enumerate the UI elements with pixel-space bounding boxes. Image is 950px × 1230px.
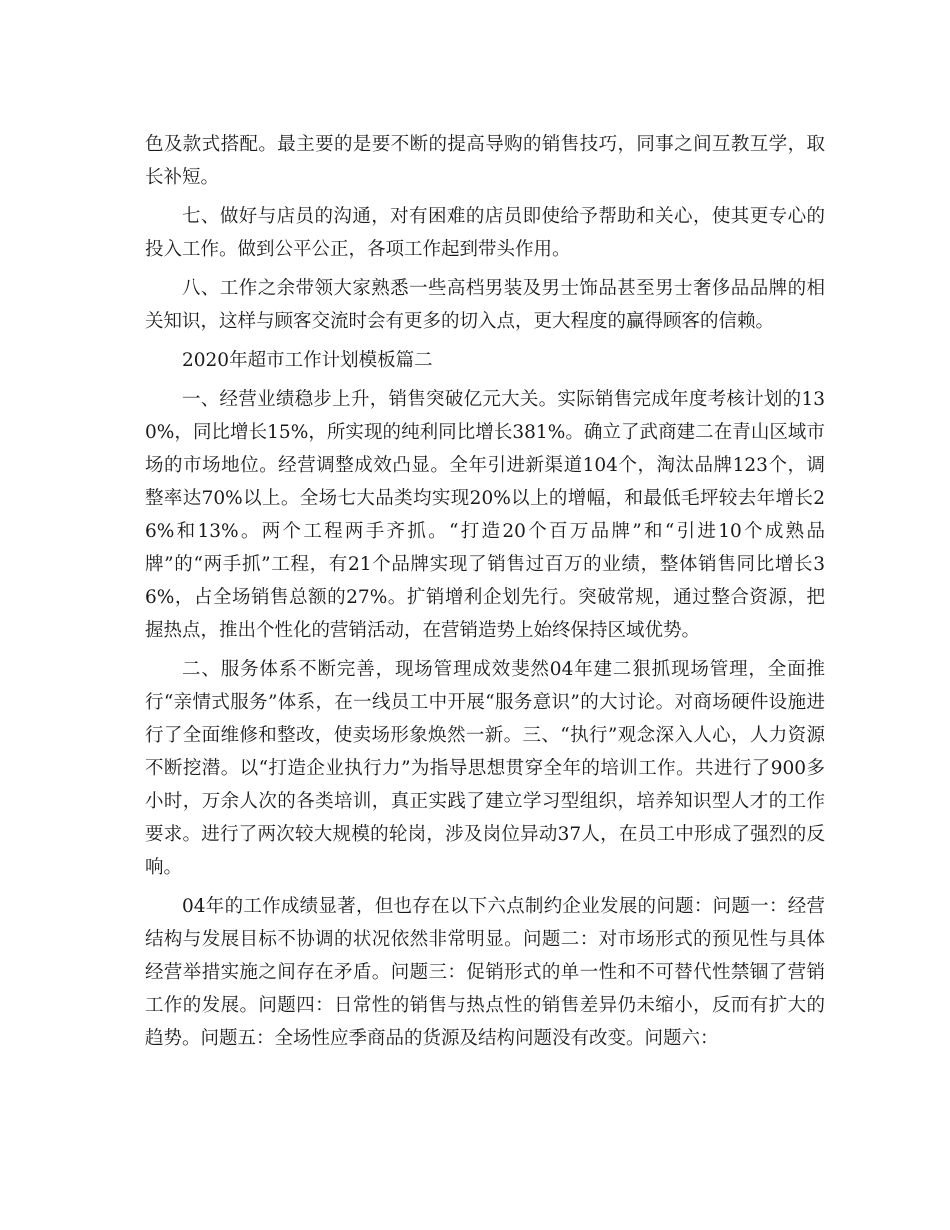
section-heading: 2020年超市工作计划模板篇二 [182,350,433,371]
paragraph-6: 04年的工作成绩显著，但也存在以下六点制约企业发展的问题：问题一：经营结构与发展目标不协调的状况依然非常明显。问题二：对市场形式的预见性与具体经营举措实施之间存在矛盾。问题三：促销形式的单一性和不可替代性禁锢了营销工作的发展。问题四：日常性的销售与热点性的销售差异仍未缩小，反而有扩大的趋势。问题五：全场性应季商品的货源及结构问题没有改变。问题六： [145,896,825,1049]
document-body [145,128,825,1061]
paragraph-2: 七、做好与店员的沟通，对有困难的店员即使给予帮助和关心，使其更专心的投入工作。做到公平公正，各项工作起到带头作用。 [145,206,825,260]
paragraph-1: 色及款式搭配。最主要的是要不断的提高导购的销售技巧，同事之间互教互学，取长补短。 [145,134,825,188]
paragraph-3: 八、工作之余带领大家熟悉一些高档男装及男士饰品甚至男士奢侈品品牌的相关知识，这样与顾客交流时会有更多的切入点，更大程度的赢得顾客的信赖。 [145,278,825,332]
paragraph-5: 二、服务体系不断完善，现场管理成效斐然04年建二狠抓现场管理，全面推行“亲情式服务”体系，在一线员工中开展“服务意识”的大讨论。对商场硬件设施进行了全面维修和整改，使卖场形象焕然一新。三、“执行”观念深入人心，人力资源不断挖潜。以“打造企业执行力”为指导思想贯穿全年的培训工作。共进行了900多小时，万余人次的各类培训，真正实践了建立学习型组织，培养知识型人才的工作要求。进行了两次较大规模的轮岗，涉及岗位异动37人，在员工中形成了强烈的反响。 [145,659,825,878]
paragraph-4: 一、经营业绩稳步上升，销售突破亿元大关。实际销售完成年度考核计划的130%，同比增长15%，所实现的纯利同比增长381%。确立了武商建二在青山区域市场的市场地位。经营调整成效凸显。全年引进新渠道104个，淘汰品牌123个，调整率达70%以上。全场七大品类均实现20%以上的增幅，和最低毛坪较去年增长26%和13%。两个工程两手齐抓。“打造20个百万品牌”和“引进10个成熟品牌”的“两手抓”工程，有21个品牌实现了销售过百万的业绩，整体销售同比增长36%，占全场销售总额的27%。扩销增利企划先行。突破常规，通过整合资源，把握热点，推出个性化的营销活动，在营销造势上始终保持区域优势。 [145,389,825,641]
